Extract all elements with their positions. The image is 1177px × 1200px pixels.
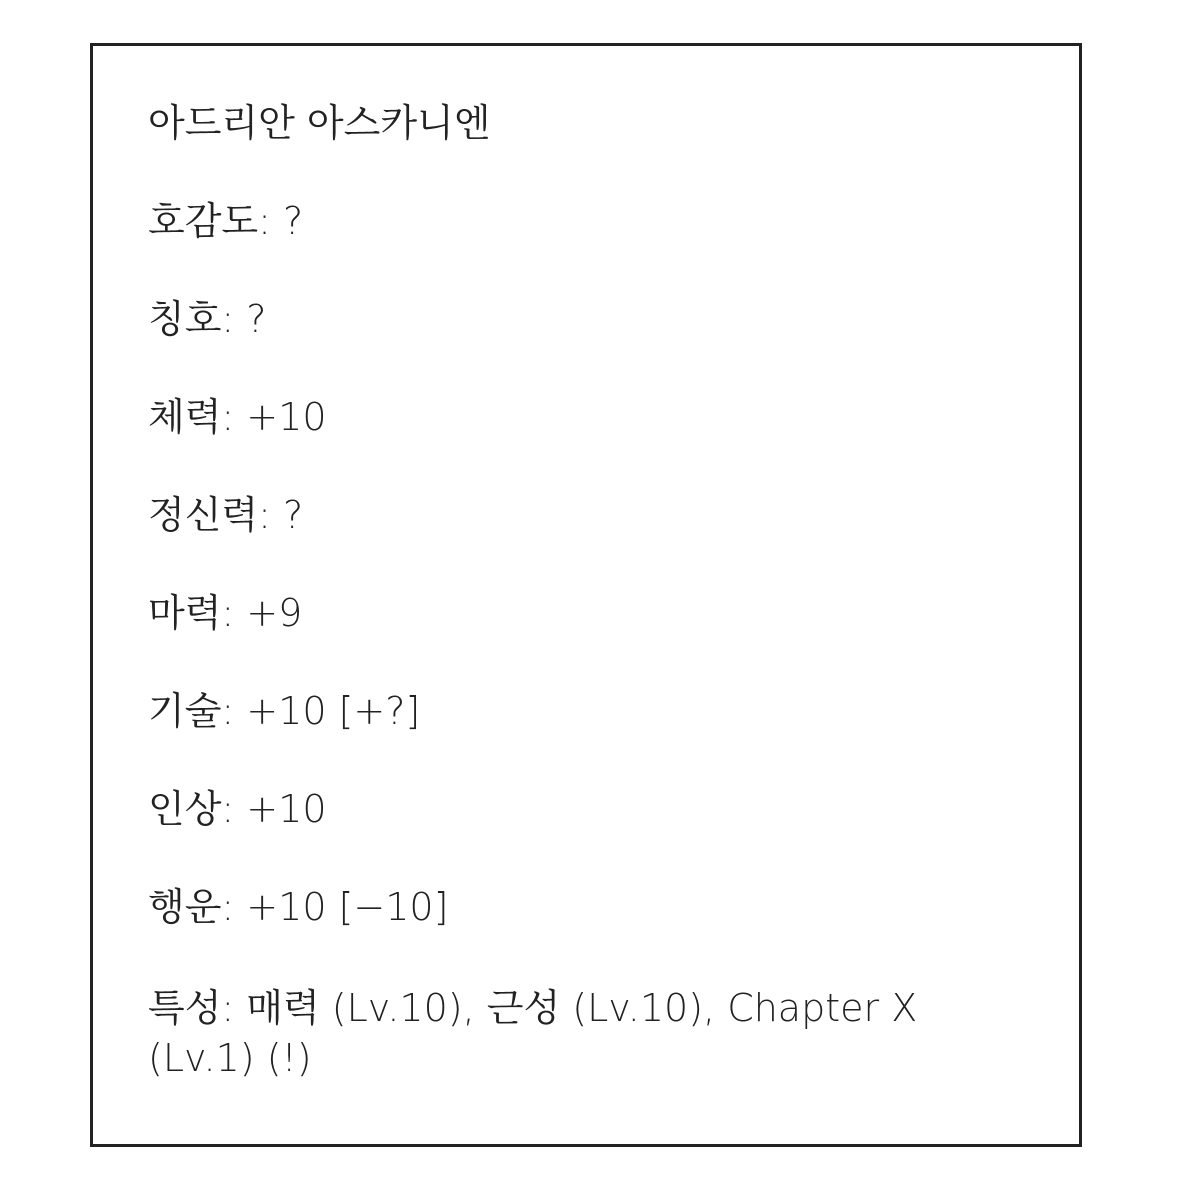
stat-mental: 정신력: ? [148,493,304,537]
status-content [148,101,1031,1083]
stat-impression: 인상: +10 [148,787,327,831]
stat-luck: 행운: +10 [−10] [148,885,449,929]
stat-affection: 호감도: ? [148,199,304,243]
stat-title: 칭호: ? [148,297,267,341]
status-panel [90,43,1082,1147]
character-name: 아드리안 아스카니엔 [148,101,491,145]
stat-traits: 특성: 매력 (Lv.10), 근성 (Lv.10), Chapter X (Lv.1) (!) [148,986,918,1080]
stat-stamina: 체력: +10 [148,395,327,439]
stat-skill: 기술: +10 [+?] [148,689,421,733]
stat-magic: 마력: +9 [148,591,303,635]
